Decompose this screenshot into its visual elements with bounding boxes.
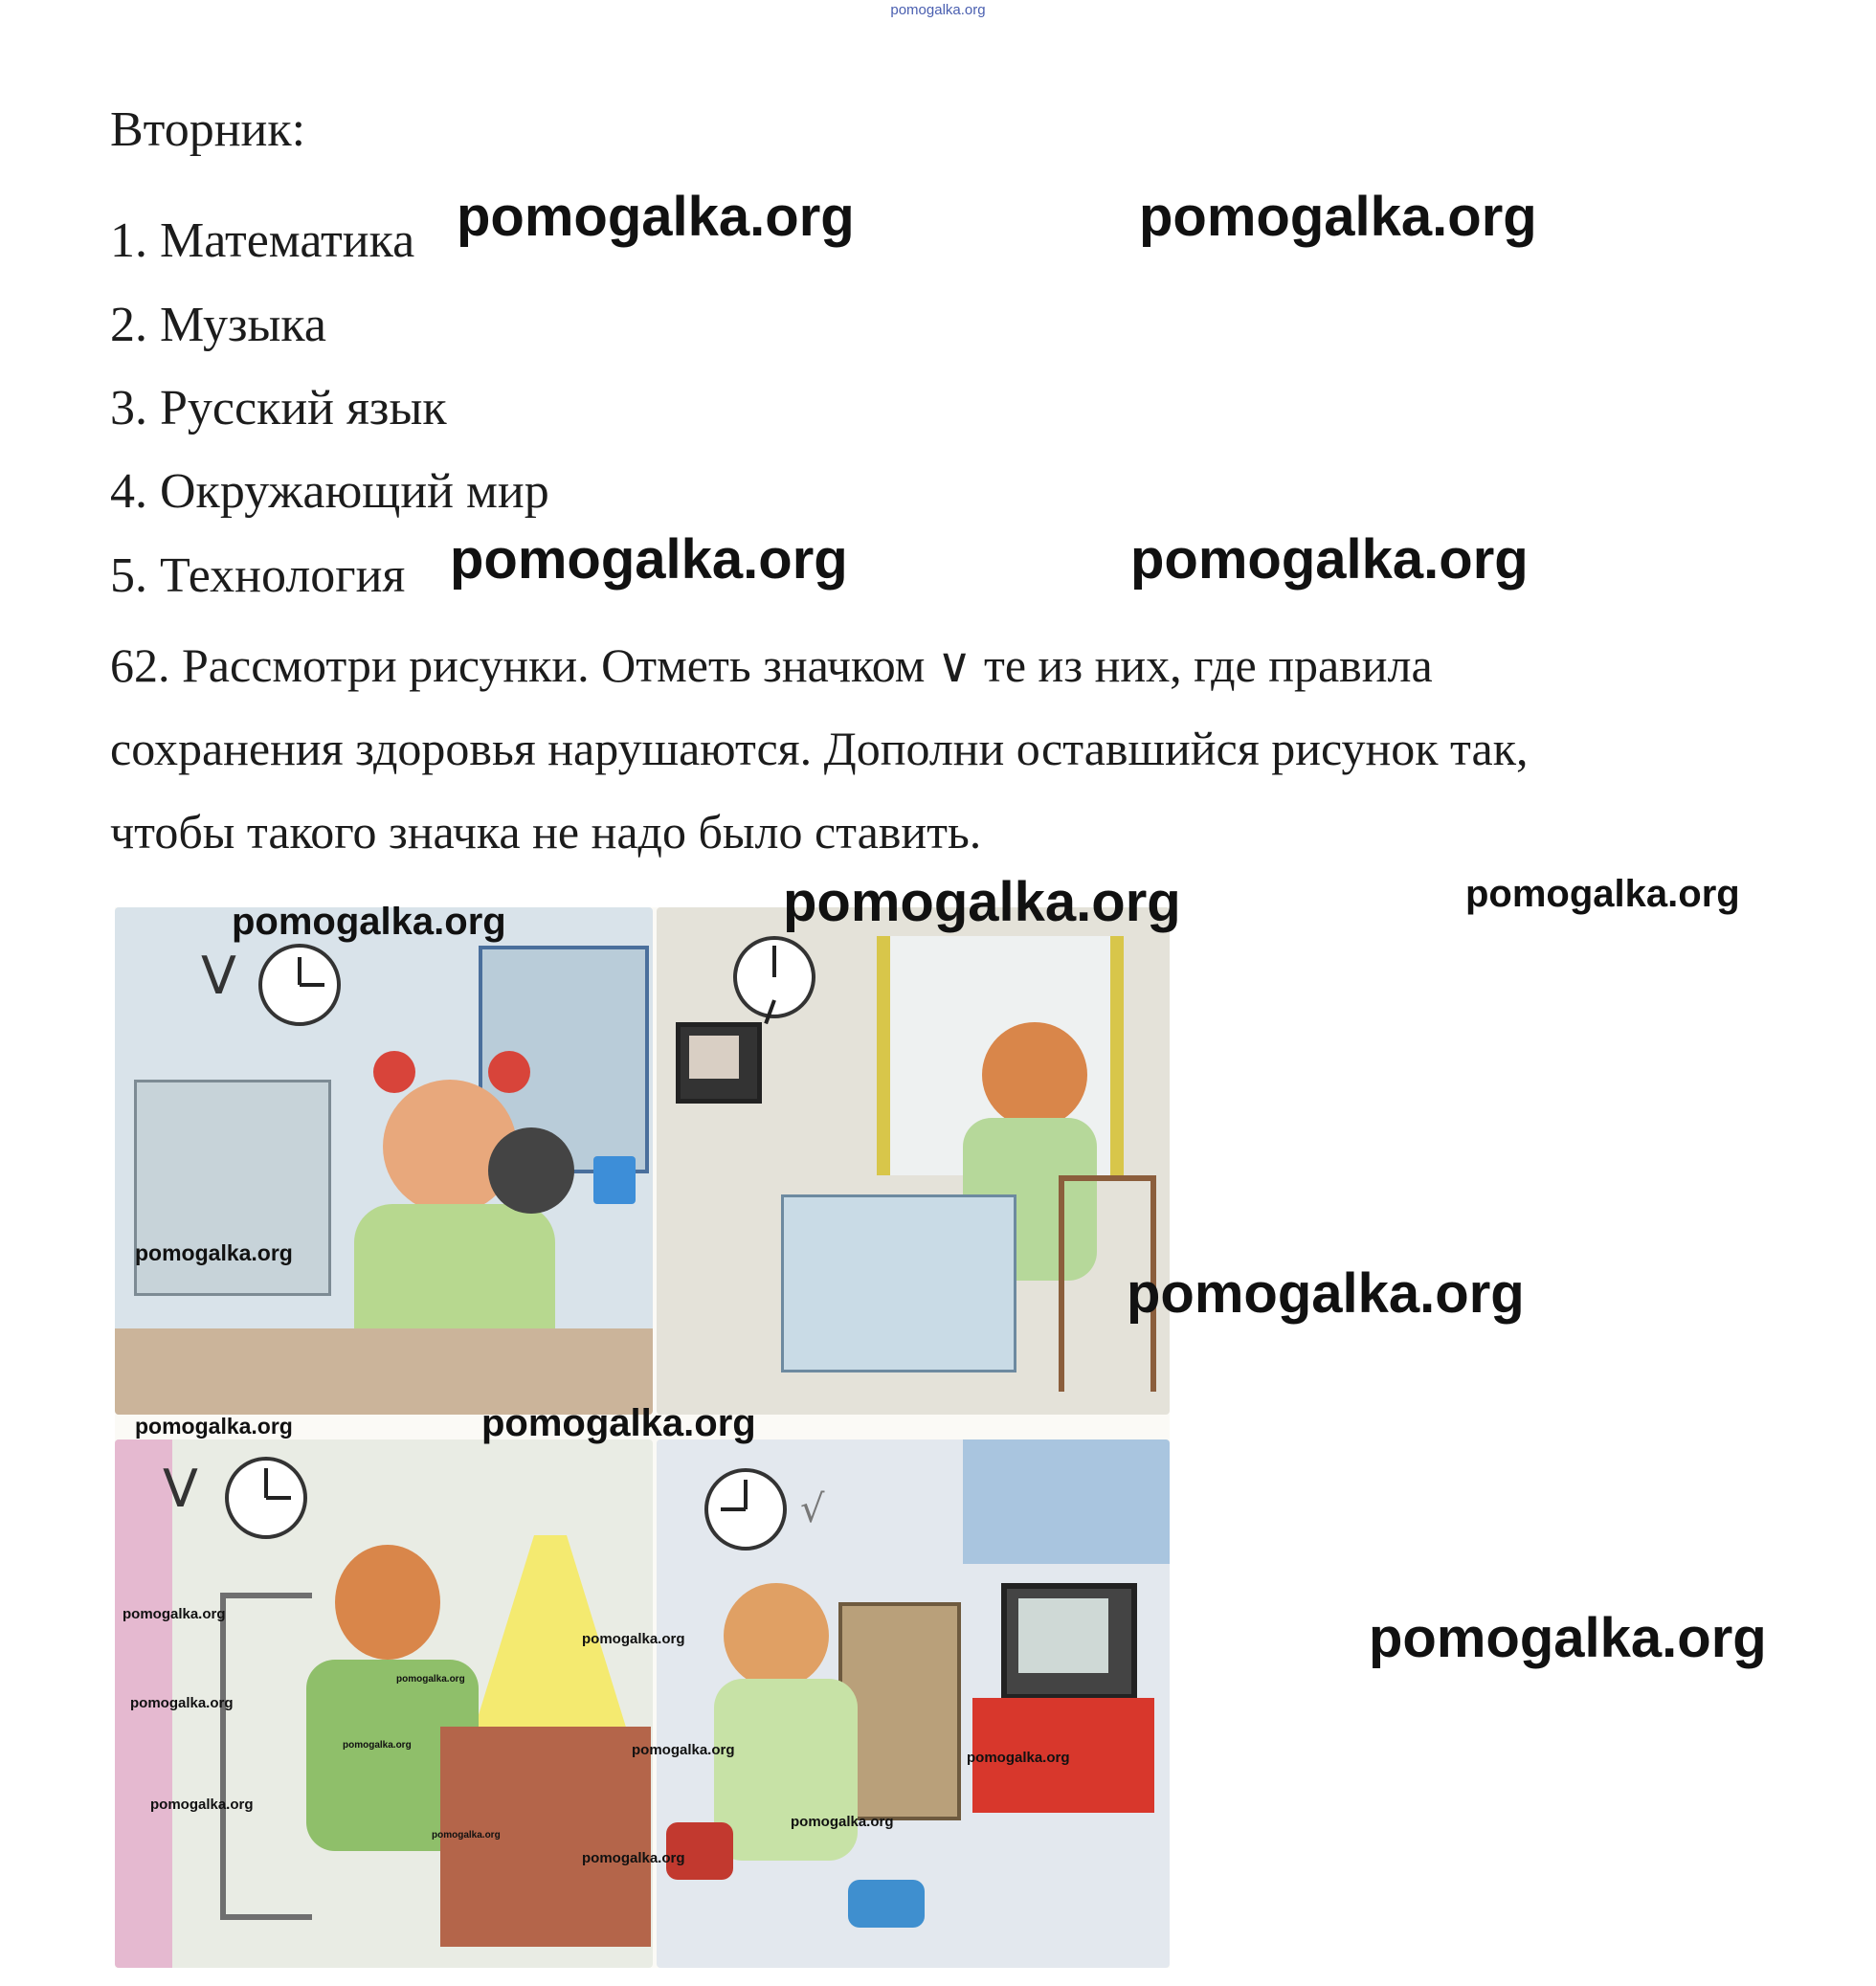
watermark: pomogalka.org bbox=[450, 528, 848, 591]
check-mark-icon: √ bbox=[800, 1487, 825, 1531]
watermark: pomogalka.org bbox=[582, 1631, 685, 1647]
schedule-item-2: 2. Музыка bbox=[110, 298, 326, 352]
schedule-item-3: 3. Русский язык bbox=[110, 381, 447, 435]
boy-head-shape bbox=[724, 1583, 829, 1688]
boy-head-shape bbox=[982, 1022, 1087, 1127]
top-watermark: pomogalka.org bbox=[890, 2, 986, 18]
watermark: pomogalka.org bbox=[1127, 1262, 1525, 1325]
watermark: pomogalka.org bbox=[150, 1796, 254, 1813]
clock-icon bbox=[733, 936, 815, 1018]
schedule-item-4: 4. Окружающий мир bbox=[110, 464, 549, 519]
watermark: pomogalka.org bbox=[1369, 1607, 1767, 1669]
clock-icon bbox=[225, 1457, 307, 1539]
schedule-item-5: 5. Технология bbox=[110, 548, 406, 603]
toy-car-shape bbox=[848, 1880, 925, 1928]
watermark: pomogalka.org bbox=[1139, 186, 1537, 248]
watermark: pomogalka.org bbox=[396, 1674, 465, 1685]
tv-screen-shape bbox=[689, 1036, 739, 1079]
red-bow-shape bbox=[373, 1051, 415, 1093]
watermark: pomogalka.org bbox=[1465, 873, 1740, 915]
task-line-2: сохранения здоровья нарушаются. Дополни оставшийся рисунок так, bbox=[110, 722, 1529, 775]
red-bow-shape bbox=[488, 1051, 530, 1093]
check-mark-icon: V bbox=[201, 946, 236, 1006]
watermark: pomogalka.org bbox=[791, 1814, 894, 1830]
watermark: pomogalka.org bbox=[481, 1402, 756, 1444]
check-mark-icon: V bbox=[163, 1459, 198, 1519]
table-shape bbox=[781, 1194, 1016, 1372]
panel-boy-at-table bbox=[657, 907, 1170, 1415]
clock-icon bbox=[704, 1468, 787, 1551]
watermark: pomogalka.org bbox=[783, 871, 1181, 933]
watermark: pomogalka.org bbox=[232, 901, 506, 943]
girl-head-shape bbox=[335, 1545, 440, 1660]
panel-girl-with-cat bbox=[115, 907, 653, 1415]
watermark: pomogalka.org bbox=[135, 1240, 293, 1265]
watermark: pomogalka.org bbox=[967, 1750, 1070, 1766]
watermark: pomogalka.org bbox=[343, 1740, 412, 1751]
watermark: pomogalka.org bbox=[123, 1606, 226, 1622]
task-line-3: чтобы такого значка не надо было ставить. bbox=[110, 805, 982, 859]
watermark: pomogalka.org bbox=[1130, 528, 1529, 591]
cat-shape bbox=[488, 1127, 574, 1214]
clock-icon bbox=[258, 944, 341, 1026]
watermark: pomogalka.org bbox=[130, 1695, 234, 1711]
chair-shape bbox=[220, 1593, 312, 1920]
watermark: pomogalka.org bbox=[582, 1850, 685, 1866]
task-line-1: 62. Рассмотри рисунки. Отметь значком ∨ те из них, где правила bbox=[110, 638, 1433, 692]
window-curtain-shape bbox=[963, 1439, 1170, 1564]
boy-body-shape bbox=[714, 1679, 858, 1861]
page-heading: Вторник: bbox=[110, 102, 306, 157]
schedule-item-1: 1. Математика bbox=[110, 213, 415, 268]
watermark: pomogalka.org bbox=[135, 1414, 293, 1439]
watermark: pomogalka.org bbox=[632, 1742, 735, 1758]
watermark: pomogalka.org bbox=[457, 186, 855, 248]
watermark: pomogalka.org bbox=[432, 1830, 501, 1841]
tv-screen-shape bbox=[1018, 1598, 1108, 1673]
panel-boy-on-floor bbox=[657, 1439, 1170, 1968]
blue-cup-shape bbox=[593, 1156, 636, 1204]
